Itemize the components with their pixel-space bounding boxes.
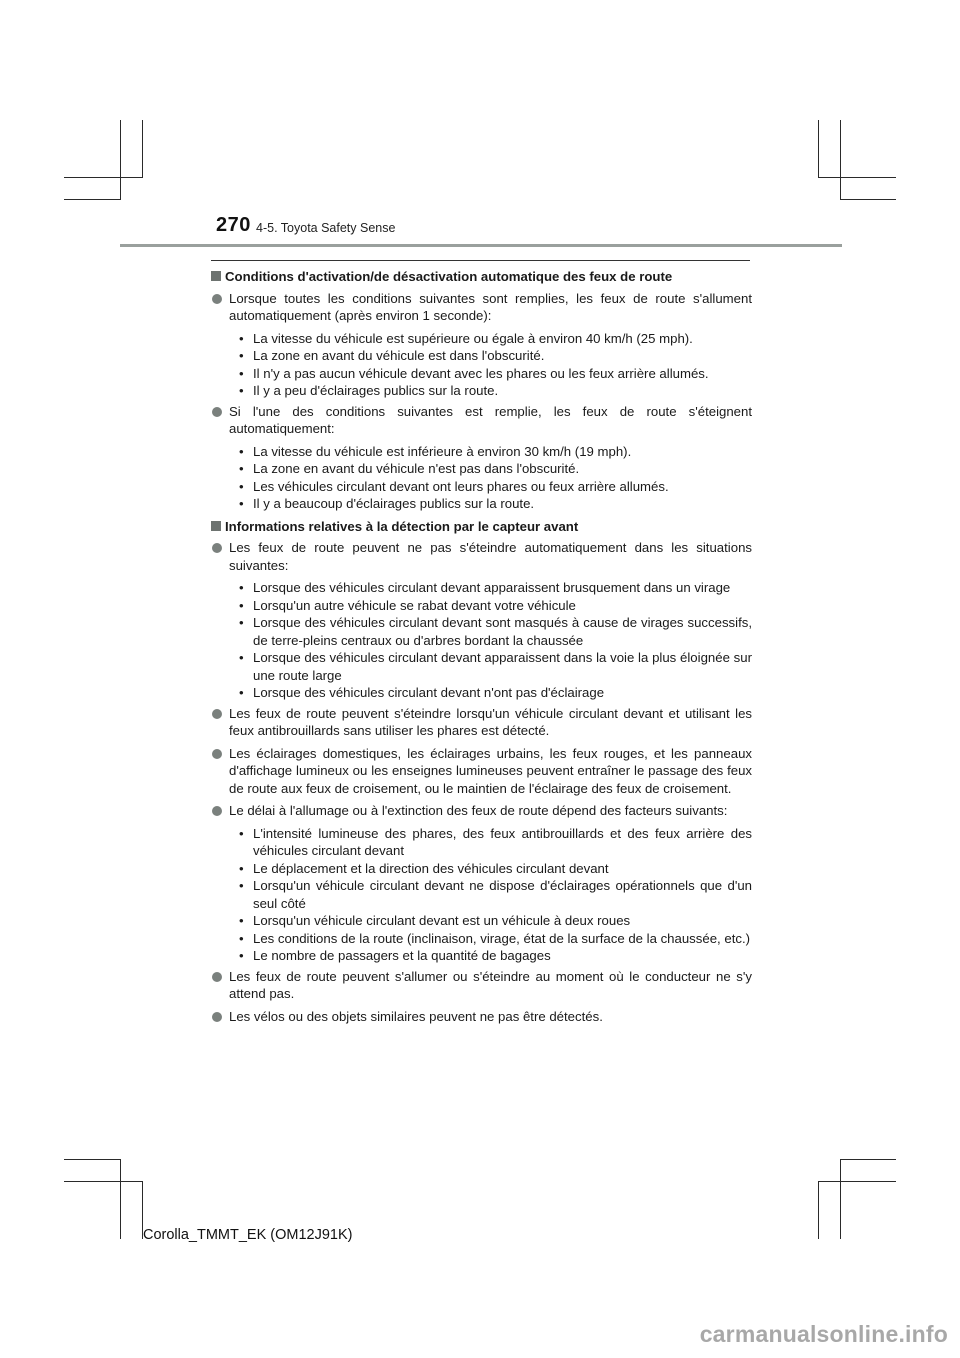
- list-item: • Lorsqu'un véhicule circulant devant ne dispose d'éclairages opérationnels que d'un seul côté: [239, 877, 752, 912]
- crop-mark: [818, 120, 819, 178]
- crop-mark: [818, 1181, 819, 1239]
- paragraph-text: Si l'une des conditions suivantes est remplie, les feux de route s'éteignent automatiquement:: [229, 403, 752, 436]
- crop-mark: [64, 1181, 142, 1182]
- paragraph: [211, 968, 752, 1003]
- list-item: • Les conditions de la route (inclinaison, virage, état de la surface de la chaussée, etc.): [239, 930, 752, 948]
- list-item: • Les véhicules circulant devant ont leurs phares ou feux arrière allumés.: [239, 478, 752, 496]
- paragraph: [211, 705, 752, 740]
- crop-mark: [840, 1159, 841, 1239]
- paragraph: [211, 539, 752, 574]
- list-item: • Il n'y a pas aucun véhicule devant avec les phares ou les feux arrière allumés.: [239, 365, 752, 383]
- list-item: • La zone en avant du véhicule est dans l'obscurité.: [239, 347, 752, 365]
- crop-mark: [64, 199, 121, 200]
- list-item: • L'intensité lumineuse des phares, des feux antibrouillards et des feux arrière des véhicules circulant devant: [239, 825, 752, 860]
- section-header: 4-5. Toyota Safety Sense: [256, 221, 396, 235]
- paragraph: [211, 403, 752, 438]
- list-item: • La zone en avant du véhicule n'est pas dans l'obscurité.: [239, 460, 752, 478]
- list-item: • La vitesse du véhicule est supérieure ou égale à environ 40 km/h (25 mph).: [239, 330, 752, 348]
- list-item: • Le nombre de passagers et la quantité de bagages: [239, 947, 752, 965]
- page-content: [211, 268, 752, 1030]
- crop-mark: [840, 199, 896, 200]
- list-item: • Il y a peu d'éclairages publics sur la route.: [239, 382, 752, 400]
- paragraph-text: Les éclairages domestiques, les éclairages urbains, les feux rouges, et les panneaux d'affichage lumineux ou les enseignes lumineuses peuvent entraîner le passage des feux de route aux feux de croisement, ou le maintien de l'éclairage des feux de croisement.: [229, 745, 752, 796]
- paragraph: [211, 290, 752, 325]
- section-title: [211, 518, 752, 536]
- square-bullet-icon: [211, 271, 221, 281]
- square-bullet-icon: [211, 521, 221, 531]
- round-bullet-icon: [212, 1012, 222, 1022]
- section-title: [211, 268, 752, 286]
- crop-mark: [840, 120, 841, 200]
- document-id: Corolla_TMMT_EK (OM12J91K): [143, 1227, 353, 1243]
- watermark: carmanualsonline.info: [699, 1321, 948, 1347]
- list-item: • Lorsque des véhicules circulant devant apparaissent dans la voie la plus éloignée sur une route large: [239, 649, 752, 684]
- round-bullet-icon: [212, 972, 222, 982]
- round-bullet-icon: [212, 806, 222, 816]
- paragraph-text: Le délai à l'allumage ou à l'extinction des feux de route dépend des facteurs suivants:: [229, 803, 728, 818]
- paragraph: [211, 745, 752, 798]
- list-item: • Lorsqu'un véhicule circulant devant est un véhicule à deux roues: [239, 912, 752, 930]
- crop-mark: [818, 177, 896, 178]
- paragraph-text: Les feux de route peuvent ne pas s'éteindre automatiquement dans les situations suivantes:: [229, 540, 752, 573]
- content-divider: [211, 260, 750, 261]
- list-item: • Lorsqu'un autre véhicule se rabat devant votre véhicule: [239, 597, 752, 615]
- list-item: • Il y a beaucoup d'éclairages publics sur la route.: [239, 495, 752, 513]
- round-bullet-icon: [212, 543, 222, 553]
- bullet-list: [211, 579, 752, 702]
- paragraph-text: Les vélos ou des objets similaires peuvent ne pas être détectés.: [229, 1008, 603, 1024]
- crop-mark: [120, 120, 121, 200]
- paragraph: [211, 1008, 752, 1026]
- list-item: • Lorsque des véhicules circulant devant apparaissent brusquement dans un virage: [239, 579, 752, 597]
- round-bullet-icon: [212, 407, 222, 417]
- header-rule: [120, 244, 842, 247]
- crop-mark: [142, 120, 143, 178]
- paragraph: [211, 802, 752, 820]
- paragraph-text: Les feux de route peuvent s'allumer ou s'éteindre au moment où le conducteur ne s'y attend pas.: [229, 968, 752, 1001]
- list-item: • La vitesse du véhicule est inférieure à environ 30 km/h (19 mph).: [239, 443, 752, 461]
- crop-mark: [120, 1159, 121, 1239]
- page-number: 270: [216, 214, 251, 236]
- list-item: • Lorsque des véhicules circulant devant sont masqués à cause de virages successifs, de terre-pleins centraux ou d'arbres bordant la chaussée: [239, 614, 752, 649]
- round-bullet-icon: [212, 294, 222, 304]
- section-title-text: Informations relatives à la détection par le capteur avant: [225, 518, 579, 534]
- paragraph-text: Les feux de route peuvent s'éteindre lorsqu'un véhicule circulant devant et utilisant les feux antibrouillards sans utiliser les phares est détecté.: [229, 705, 752, 738]
- bullet-list: [211, 825, 752, 965]
- crop-mark: [840, 1159, 896, 1160]
- round-bullet-icon: [212, 709, 222, 719]
- crop-mark: [64, 177, 142, 178]
- crop-mark: [818, 1181, 896, 1182]
- paragraph-text: Lorsque toutes les conditions suivantes sont remplies, les feux de route s'allument automatiquement (après environ 1 seconde):: [229, 290, 752, 323]
- list-item: • Lorsque des véhicules circulant devant n'ont pas d'éclairage: [239, 684, 752, 702]
- crop-mark: [64, 1159, 121, 1160]
- bullet-list: [211, 443, 752, 513]
- bullet-list: [211, 330, 752, 400]
- section-title-text: Conditions d'activation/de désactivation automatique des feux de route: [225, 269, 673, 284]
- round-bullet-icon: [212, 749, 222, 759]
- list-item: • Le déplacement et la direction des véhicules circulant devant: [239, 860, 752, 878]
